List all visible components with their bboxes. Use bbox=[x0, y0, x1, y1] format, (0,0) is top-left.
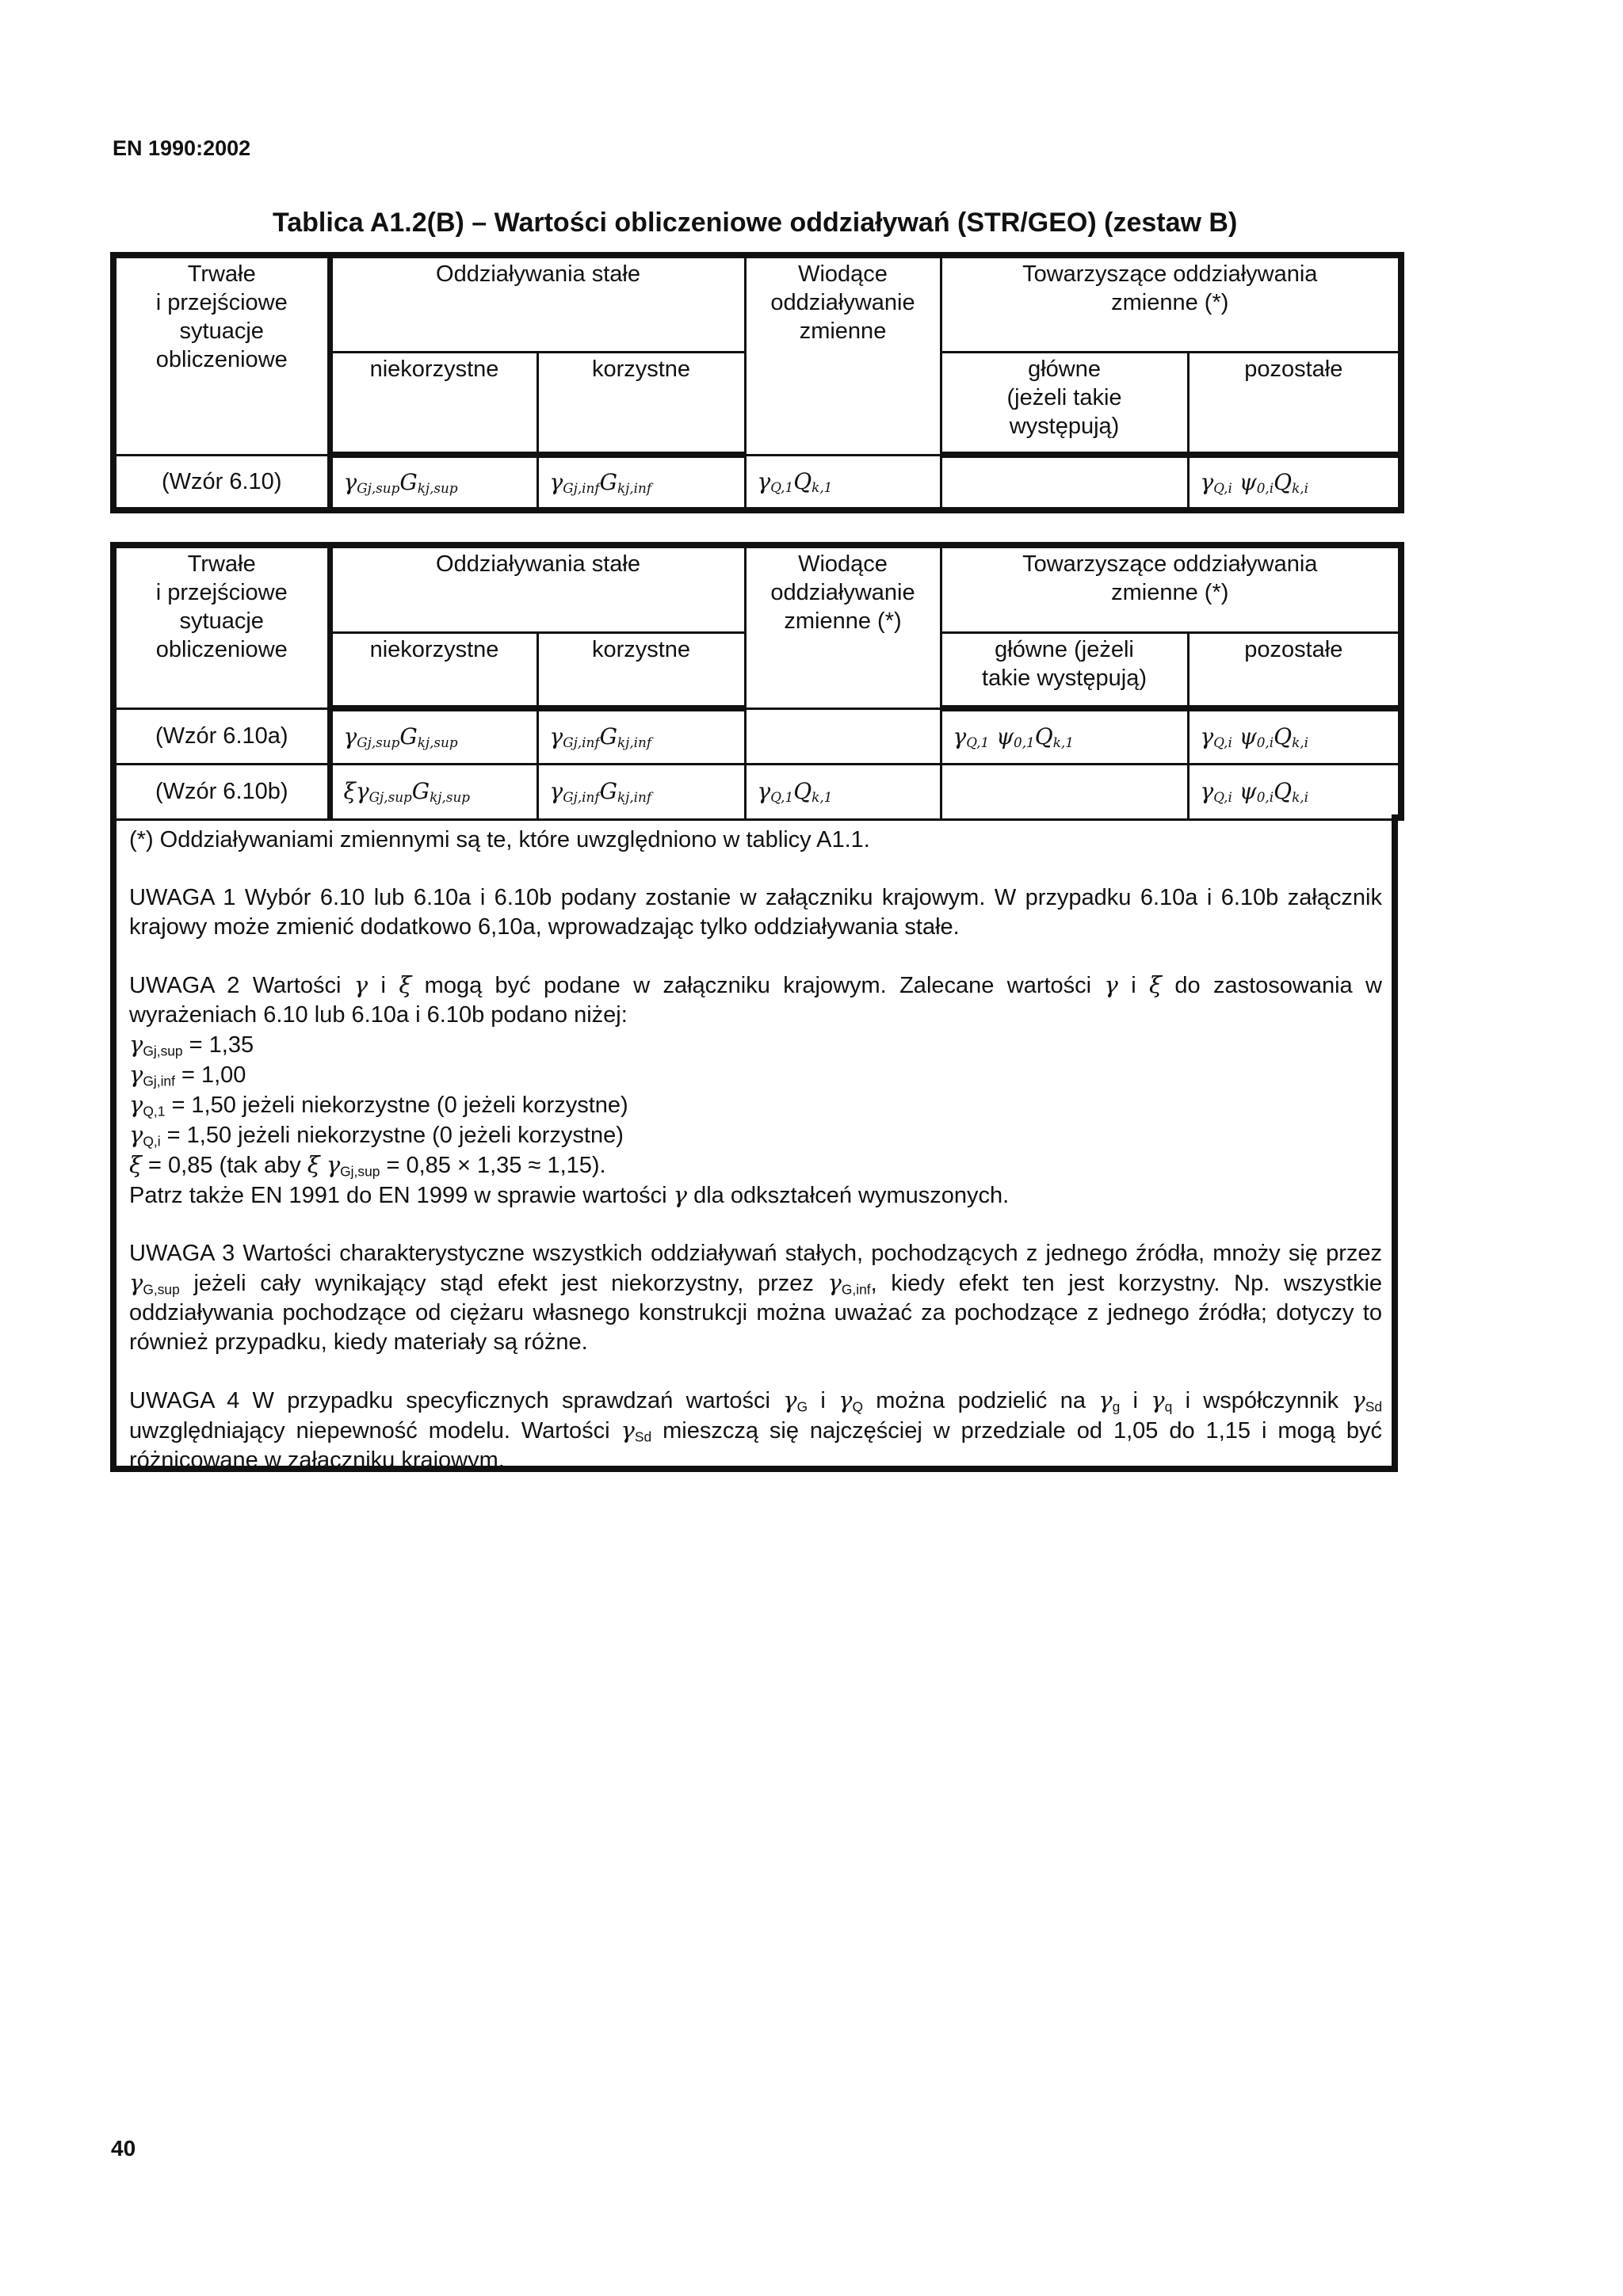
value-gamma-q1: $\gamma_{Q,1} = 1,50$ jeżeli niekorzystne (0 jeżeli korzystne) bbox=[129, 1091, 628, 1119]
header-others: pozostałe bbox=[1188, 632, 1401, 708]
header-permanent-actions: Oddziaływania stałe bbox=[330, 545, 745, 632]
header-leading-variable: Wiodące oddziaływanie zmienne (*) bbox=[745, 545, 941, 708]
design-values-table-610ab bbox=[110, 542, 1404, 821]
formula-gamma-gj-sup-gkj-sup: $\gamma_{Gj,sup}G_{kj,sup}$ bbox=[330, 455, 537, 510]
row-label-eq-610b: (Wzór 6.10b) bbox=[113, 764, 330, 819]
page-number: 40 bbox=[111, 2136, 136, 2161]
header-design-situations: Trwałe i przejściowe sytuacje obliczeniowe bbox=[113, 545, 330, 708]
header-others: pozostałe bbox=[1188, 352, 1401, 455]
note-2: UWAGA 2 Wartości γ i ξ mogą być podane w załączniku krajowym. Zalecane wartości γ i ξ do zastosowania w wyrażeniach 6.10 lub 6.10a i 6.10b podano niżej: $\gamma_{Gj,sup} = 1,35$ $\gamma_{Gj,inf} = 1,00$ $\gamma_{Q,1} = 1,50$ jeżeli niekorzystne (0 jeżeli korzystne) $\gamma_{Q,i} = 1,50$ jeżeli niekorzystne (0 jeżeli korzystne) ξ = 0,85 (tak aby ξ $\gamma_{Gj,sup} = 0,85 \times 1,35 \approx 1,15$). Patrz także EN 1991 do EN 1999 w sprawie wartości γ dla odkształceń wymuszonych. bbox=[129, 971, 1382, 1211]
formula-empty bbox=[745, 708, 941, 764]
header-favourable: korzystne bbox=[537, 632, 745, 708]
value-gamma-qi: $\gamma_{Q,i} = 1,50$ jeżeli niekorzystne (0 jeżeli korzystne) bbox=[129, 1121, 624, 1150]
formula-gamma-qi-psi0i-qki: $\gamma_{Q,i}$ $\psi_{0,i}Q_{k,i}$ bbox=[1188, 764, 1401, 819]
document-code: EN 1990:2002 bbox=[113, 136, 251, 160]
note-3: UWAGA 3 Wartości charakterystyczne wszystkich oddziaływań stałych, pochodzących z jednego źródła, mnoży się przez $\gamma_{G,sup}$ jeżeli cały wynikający stąd efekt jest niekorzystny, przez $\gamma_{G,inf}$, kiedy efekt ten jest korzystny. Np. wszystkie oddziaływania pochodzące od ciężaru własnego konstrukcji można uważać za pochodzące z jednego źródła; dotyczy to również przypadku, kiedy materiały są różne. bbox=[129, 1241, 1383, 1355]
formula-gamma-qi-psi0i-qki: $\gamma_{Q,i}$ $\psi_{0,i}Q_{k,i}$ bbox=[1188, 708, 1401, 764]
table-title: Tablica A1.2(B) – Wartości obliczeniowe oddziaływań (STR/GEO) (zestaw B) bbox=[273, 208, 1238, 238]
header-accompanying-variable: Towarzyszące oddziaływania zmienne (*) bbox=[941, 545, 1401, 632]
formula-empty bbox=[941, 455, 1188, 510]
footnote: (*) Oddziaływaniami zmiennymi są te, które uwzględniono w tablicy A1.1. bbox=[129, 827, 870, 852]
header-accompanying-variable: Towarzyszące oddziaływania zmienne (*) bbox=[941, 255, 1401, 352]
formula-xi-gamma-gj-sup-gkj-sup: $\xi\gamma_{Gj,sup}G_{kj,sup}$ bbox=[330, 764, 537, 819]
formula-empty bbox=[941, 764, 1188, 819]
formula-gamma-gj-inf-gkj-inf: $\gamma_{Gj,inf}G_{kj,inf}$ bbox=[537, 764, 745, 819]
row-label-eq-610: (Wzór 6.10) bbox=[113, 455, 330, 510]
note-2-see-also: Patrz także EN 1991 do EN 1999 w sprawie wartości γ dla odkształceń wymuszonych. bbox=[129, 1181, 1010, 1208]
value-xi: ξ = 0,85 (tak aby ξ $\gamma_{Gj,sup} = 0,85 \times 1,35 \approx 1,15$). bbox=[129, 1151, 606, 1180]
header-unfavourable: niekorzystne bbox=[330, 632, 537, 708]
header-permanent-actions: Oddziaływania stałe bbox=[330, 255, 745, 352]
formula-gamma-gj-inf-gkj-inf: $\gamma_{Gj,inf}G_{kj,inf}$ bbox=[537, 708, 745, 764]
note-4: UWAGA 4 W przypadku specyficznych sprawdzań wartości $\gamma_G$ i $\gamma_Q$ można podzielić na $\gamma_g$ i $\gamma_q$ i współczynnik $\gamma_{Sd}$ uwzględniający niepewność modelu. Wartości $\gamma_{Sd}$ mieszczą się najczęściej w przedziale od 1,05 do 1,15 i mogą być różnicowane w załączniku krajowym. bbox=[129, 1386, 1383, 1473]
formula-gamma-gj-inf-gkj-inf: $\gamma_{Gj,inf}G_{kj,inf}$ bbox=[537, 455, 745, 510]
design-values-table-610 bbox=[110, 252, 1404, 513]
note-1: UWAGA 1 Wybór 6.10 lub 6.10a i 6.10b podany zostanie w załączniku krajowym. W przypadku 6.10a i 6.10b załącznik krajowy może zmienić dodatkowo 6,10a, wprowadzając tylko oddziaływania stałe. bbox=[129, 885, 1382, 940]
formula-gamma-gj-sup-gkj-sup: $\gamma_{Gj,sup}G_{kj,sup}$ bbox=[330, 708, 537, 764]
formula-gamma-q1-qk1: $\gamma_{Q,1}Q_{k,1}$ bbox=[745, 455, 941, 510]
header-main: główne (jeżeli takie występują) bbox=[941, 352, 1188, 455]
header-favourable: korzystne bbox=[537, 352, 745, 455]
header-design-situations: Trwałe i przejściowe sytuacje obliczeniowe bbox=[113, 255, 330, 455]
formula-gamma-qi-psi0i-qki: $\gamma_{Q,i}$ $\psi_{0,i}Q_{k,i}$ bbox=[1188, 455, 1401, 510]
header-main: główne (jeżeli takie występują) bbox=[941, 632, 1188, 708]
row-label-eq-610a: (Wzór 6.10a) bbox=[113, 708, 330, 764]
notes-box bbox=[110, 814, 1398, 1472]
value-gamma-gj-inf: $\gamma_{Gj,inf} = 1,00$ bbox=[129, 1061, 246, 1089]
formula-gamma-q1-qk1: $\gamma_{Q,1}Q_{k,1}$ bbox=[745, 764, 941, 819]
header-unfavourable: niekorzystne bbox=[330, 352, 537, 455]
header-leading-variable: Wiodące oddziaływanie zmienne bbox=[745, 255, 941, 455]
formula-gamma-q1-psi01-qk1: $\gamma_{Q,1}$ $\psi_{0,1}Q_{k,1}$ bbox=[941, 708, 1188, 764]
value-gamma-gj-sup: $\gamma_{Gj,sup} = 1,35$ bbox=[129, 1031, 254, 1059]
